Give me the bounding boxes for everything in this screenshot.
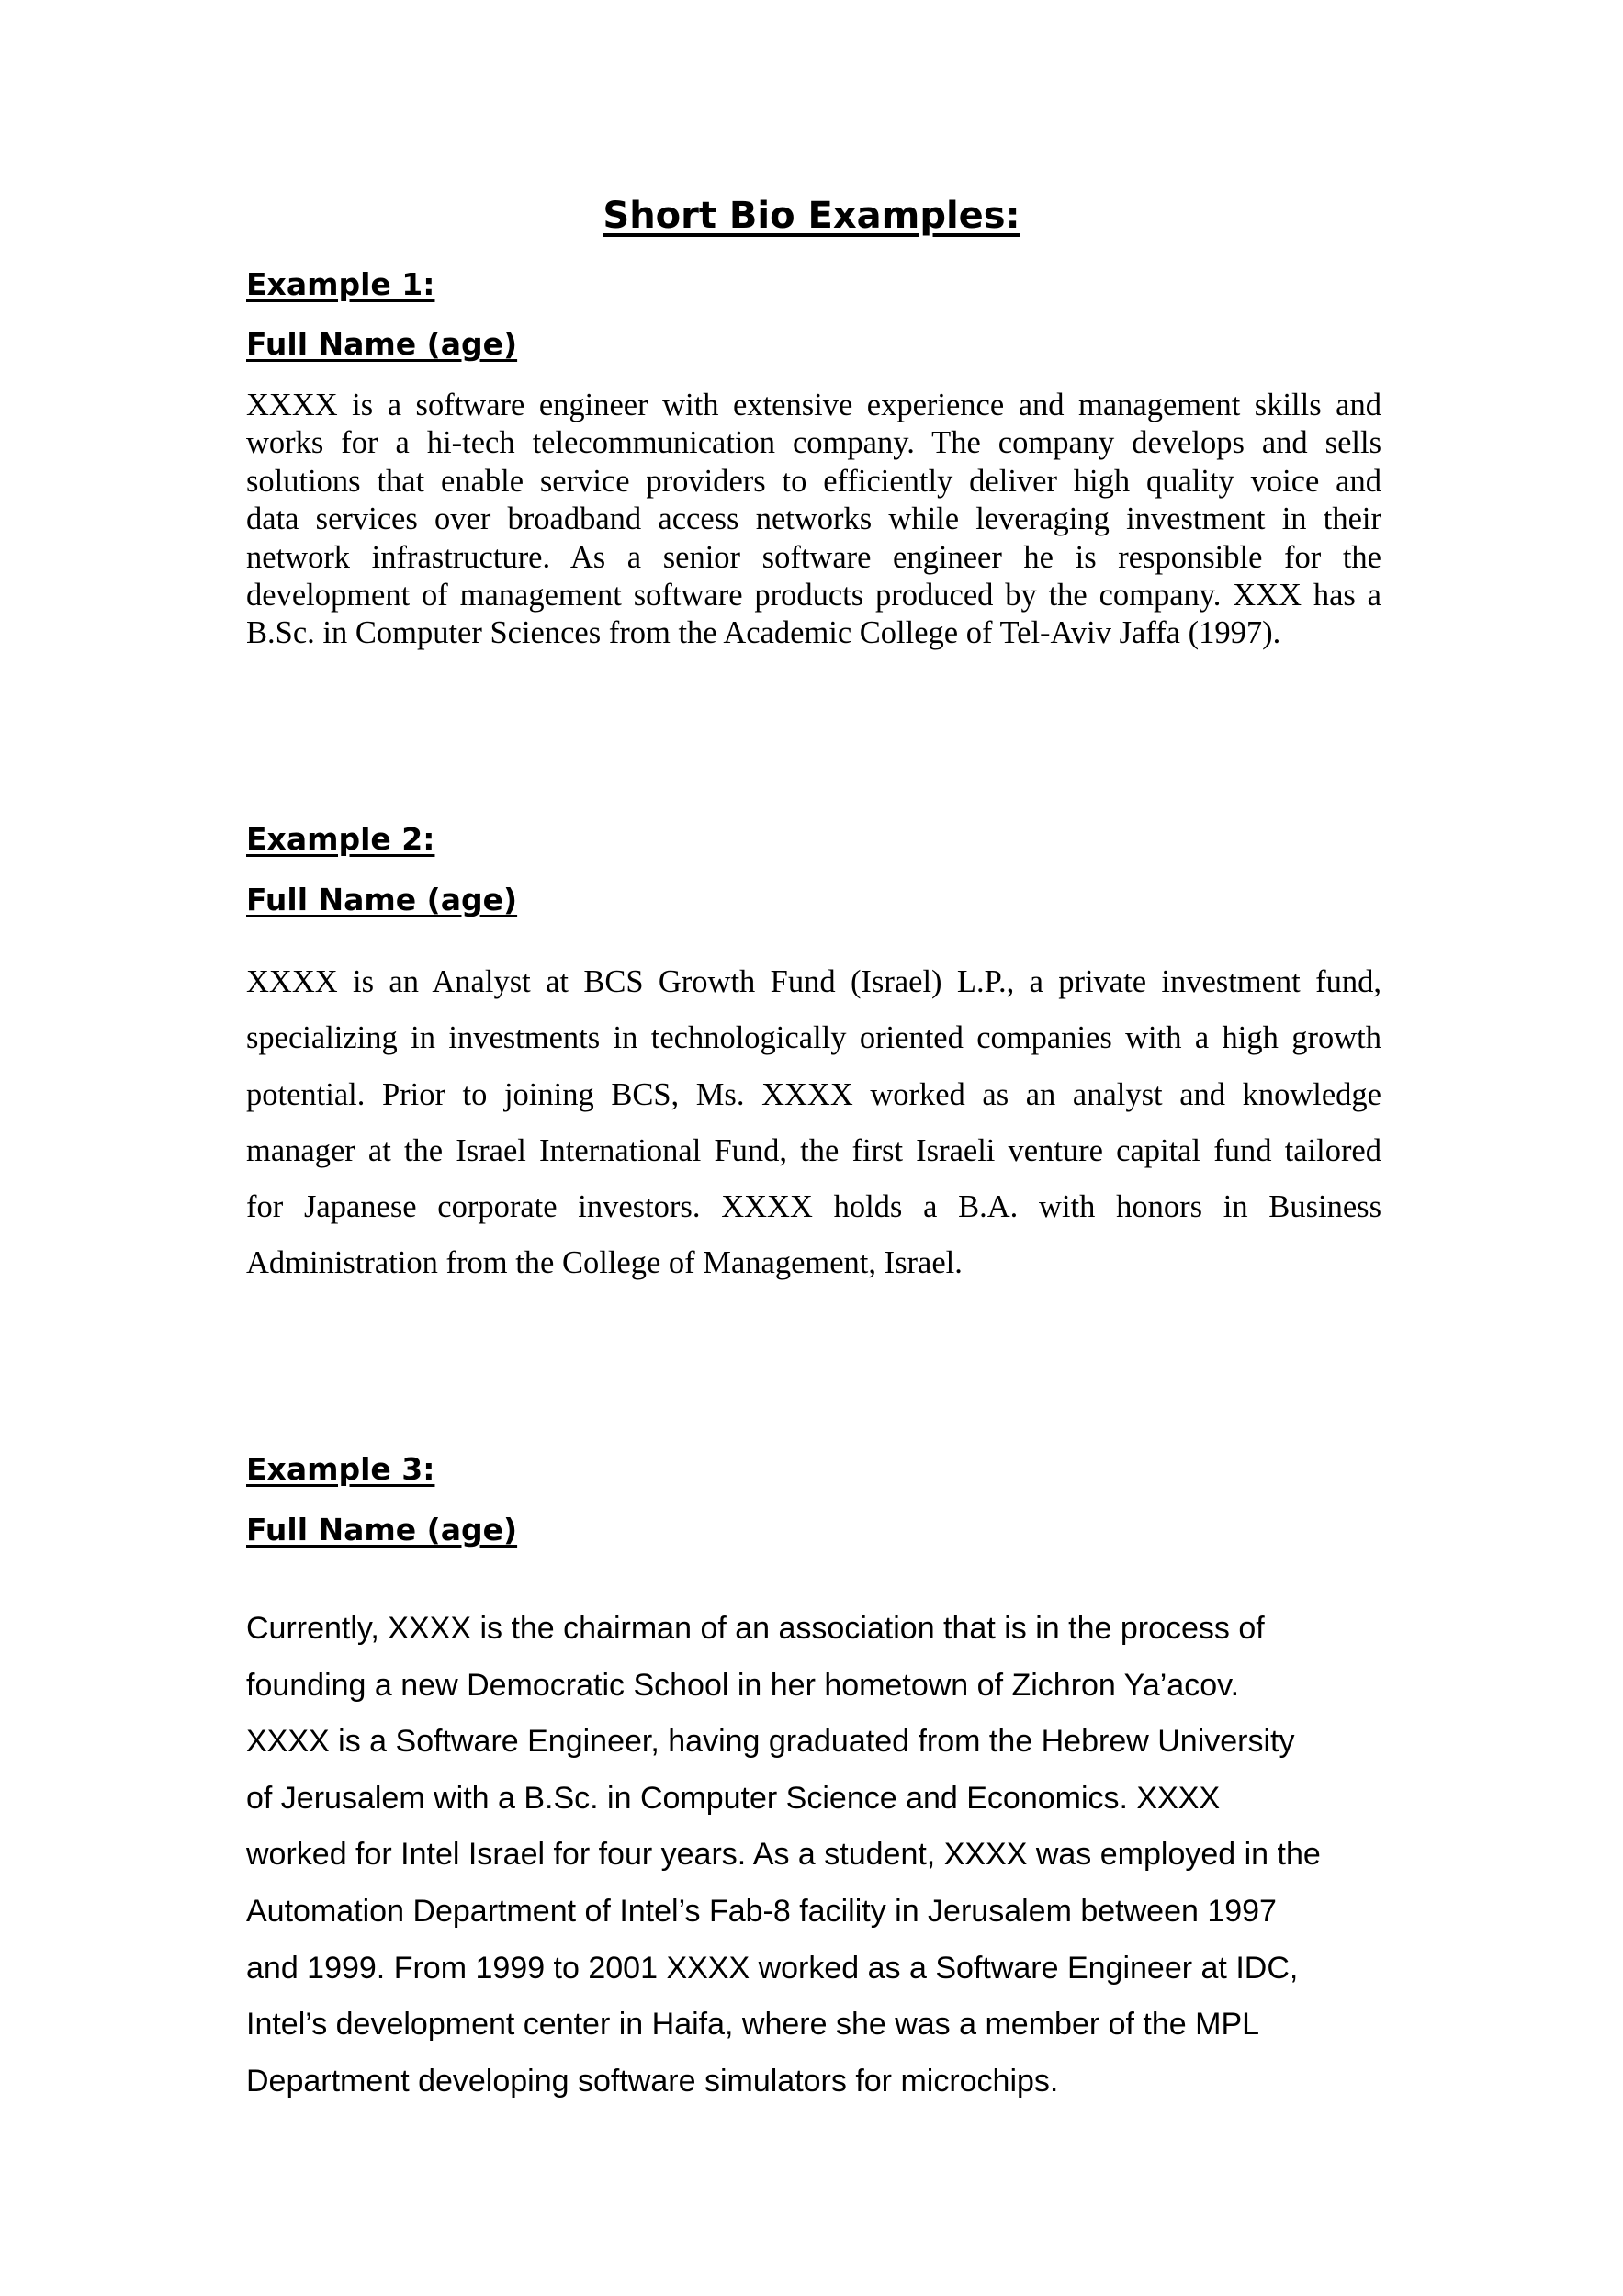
bio-line: Automation Department of Intel’s Fab-8 facility in Jerusalem between 1997 [246,1893,1277,1929]
bio-line: and 1999. From 1999 to 2001 XXXX worked as a Software Engineer at IDC, [246,1950,1299,1986]
bio-line: B.Sc. in Computer Sciences from the Academic College of Tel-Aviv Jaffa (1997). [246,615,1281,651]
example-3-label: Example 3: [246,1451,435,1487]
bio-line: specializing in investments in technologically oriented companies with a high growth [246,1020,1381,1056]
bio-line: Administration from the College of Management, Israel. [246,1245,963,1281]
bio-line: founding a new Democratic School in her hometown of Zichron Ya’acov. [246,1667,1240,1703]
example-2-bio [246,954,1381,1292]
bio-line: Currently, XXXX is the chairman of an association that is in the process of [246,1611,1265,1646]
example-2-name: Full Name (age) [246,882,518,917]
bio-line: solutions that enable service providers to efficiently deliver high quality voice and [246,463,1381,499]
bio-line: worked for Intel Israel for four years. As a student, XXXX was employed in the [246,1837,1321,1873]
bio-line: Intel’s development center in Haifa, where she was a member of the MPL [246,2007,1260,2043]
bio-line: of Jerusalem with a B.Sc. in Computer Science and Economics. XXXX [246,1780,1221,1816]
page-title: Short Bio Examples: [603,195,1020,237]
bio-line: for Japanese corporate investors. XXXX holds a B.A. with honors in Business [246,1189,1381,1225]
example-3-name: Full Name (age) [246,1512,518,1548]
bio-line: works for a hi-tech telecommunication company. The company develops and sells [246,425,1381,461]
bio-line: XXXX is an Analyst at BCS Growth Fund (Israel) L.P., a private investment fund, [246,964,1381,999]
bio-line: development of management software products produced by the company. XXX has a [246,578,1381,613]
example-1-label: Example 1: [246,266,435,302]
bio-line: Department developing software simulators for microchips. [246,2063,1059,2099]
example-3-bio [246,1601,1381,2110]
bio-line: network infrastructure. As a senior software engineer he is responsible for the [246,539,1381,575]
bio-line: data services over broadband access networks while leveraging investment in their [246,501,1381,537]
bio-line: manager at the Israel International Fund, the first Israeli venture capital fund tailored [246,1132,1381,1168]
example-1-name: Full Name (age) [246,326,518,362]
example-2-label: Example 2: [246,821,435,857]
bio-line: XXXX is a Software Engineer, having graduated from the Hebrew University [246,1724,1295,1760]
bio-line: XXXX is a software engineer with extensive experience and management skills and [246,388,1381,422]
example-1-bio [246,387,1381,653]
bio-line: potential. Prior to joining BCS, Ms. XXXX worked as an analyst and knowledge [246,1076,1381,1112]
